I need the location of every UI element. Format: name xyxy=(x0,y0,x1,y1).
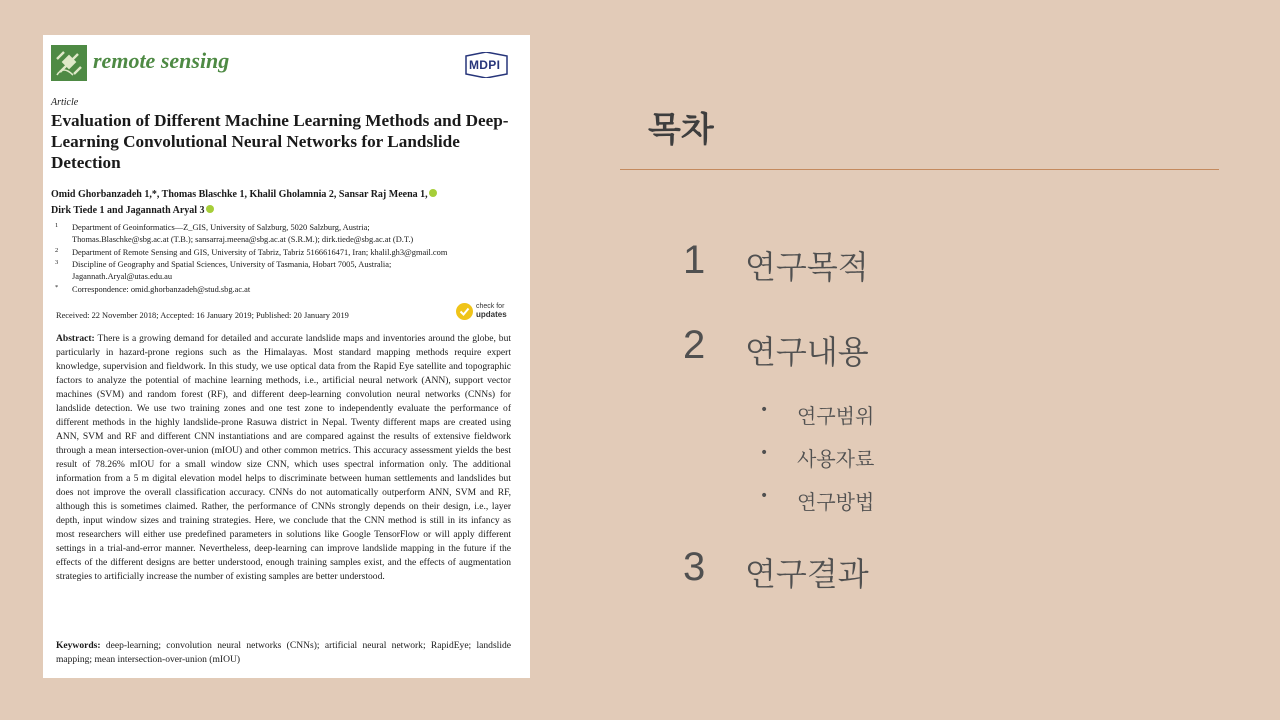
toc-item-number: 3 xyxy=(683,545,706,589)
check-updates-line-1: check for xyxy=(476,303,505,310)
bullet-icon: • xyxy=(760,402,769,418)
toc-subitem-label: 연구범위 xyxy=(797,404,875,428)
check-updates-text xyxy=(476,303,507,320)
check-for-updates-badge[interactable] xyxy=(456,303,516,321)
journal-logo-icon xyxy=(51,45,87,81)
abstract-text: There is a growing demand for detailed and accurate landslide maps and inventories around the globe, but particularly in hazard-prone regions such as the Himalayas. Most standard mapping methods require expert knowledge, supervision and fieldwork. In this study, we use optical data from the Rapid Eye satellite and topographic factors to analyze the potential of machine learning methods, i.e., artificial neural network (ANN), support vector machines (SVM) and random forest (RF), and different deep-learning convolution neural networks (CNNs) for landslide detection. We use two training zones and one test zone to independently evaluate the performance of different methods in the highly landslide-prone Rasuwa district in Nepal. Twenty different maps are created using ANN, SVM and RF and different CNN instantiations and are compared against the results of extensive fieldwork through a mean intersection-over-union (mIOU) and other common metrics. This accuracy assessment yields the best result of 78.26% mIOU for a small window size CNN, which uses spectral information only. The additional information from a 5 m digital elevation model helps to discriminate between human settlements and landslides but does not improve the overall classification accuracy. CNNs do not automatically outperform ANN, SVM and RF, although this is sometimes claimed. Rather, the performance of CNNs strongly depends on their design, i.e., layer depth, input window sizes and training strategies. Here, we conclude that the CNN method is still in its infancy as most researchers will either use predefined parameters in solutions like Google TensorFlow or will apply different settings in a trial-and-error manner. Nevertheless, deep-learning can improve landslide mapping in the future if the effects of the different designs are better understood, enough training samples exist, and the effects of augmentation strategies to artificially increase the number of existing samples are better understood. xyxy=(56,333,512,582)
publication-dates: Received: 22 November 2018; Accepted: 16 January 2019; Published: 20 January 2019 xyxy=(56,311,349,320)
bullet-icon: • xyxy=(760,488,769,504)
check-updates-line-2: updates xyxy=(476,310,507,319)
bullet-icon: • xyxy=(760,445,769,461)
toc-subitem-label: 연구방법 xyxy=(797,490,875,514)
toc-item-label: 연구목적 xyxy=(745,248,869,286)
check-updates-icon xyxy=(456,303,473,320)
correspondence-text: Correspondence: omid.ghorbanzadeh@stud.sbg.ac.at xyxy=(72,285,251,294)
orcid-icon xyxy=(429,189,437,197)
keywords xyxy=(56,639,511,667)
toc-item-number: 2 xyxy=(683,323,706,367)
keywords-text: deep-learning; convolution neural networks (CNNs); artificial neural network; RapidEye; landslide mapping; mean intersection-over-union (mIOU) xyxy=(56,640,511,665)
toc-item-number: 1 xyxy=(683,238,706,282)
affiliation-number: * xyxy=(55,284,59,291)
affiliation-number: 3 xyxy=(55,259,59,266)
article-type: Article xyxy=(51,97,79,108)
affiliation-text: Discipline of Geography and Spatial Sciences, University of Tasmania, Hobart 7005, Australia; xyxy=(72,260,392,269)
orcid-icon xyxy=(206,205,214,213)
journal-name: remote sensing xyxy=(93,48,230,73)
toc-item-label: 연구내용 xyxy=(745,333,869,371)
authors-text-1: Omid Ghorbanzadeh 1,*, Thomas Blaschke 1, Khalil Gholamnia 2, Sansar Raj Meena 1, xyxy=(51,189,428,200)
toc-heading: 목차 xyxy=(648,110,714,150)
affiliation-number: 2 xyxy=(55,247,59,254)
toc-divider xyxy=(620,169,1219,170)
abstract-label: Abstract: xyxy=(56,333,95,344)
paper-title: Evaluation of Different Machine Learning Methods and Deep-Learning Convolutional Neural Networks for Landslide Detection xyxy=(51,111,509,172)
affiliation-number: 1 xyxy=(55,222,59,229)
authors-line-1 xyxy=(51,187,521,203)
publisher-name: MDPI xyxy=(469,58,501,72)
affiliation-text: Department of Remote Sensing and GIS, University of Tabriz, Tabriz 5166616471, Iran; khalil.gh3@gmail.com xyxy=(72,248,448,257)
abstract xyxy=(56,332,511,584)
authors-line-2 xyxy=(51,203,521,219)
affiliation-text: Jagannath.Aryal@utas.edu.au xyxy=(72,272,173,281)
affiliation-text: Thomas.Blaschke@sbg.ac.at (T.B.); sansarraj.meena@sbg.ac.at (S.R.M.); dirk.tiede@sbg.ac.at (D.T.) xyxy=(72,235,414,244)
keywords-label: Keywords: xyxy=(56,640,101,651)
paper-first-page xyxy=(43,35,530,678)
authors-text-2: Dirk Tiede 1 and Jagannath Aryal 3 xyxy=(51,205,205,216)
toc-subitem-label: 사용자료 xyxy=(797,447,875,471)
affiliation-text: Department of Geoinformatics—Z_GIS, University of Salzburg, 5020 Salzburg, Austria; xyxy=(72,223,370,232)
author-list xyxy=(51,187,521,219)
toc-item-label: 연구결과 xyxy=(745,555,869,593)
publisher-logo xyxy=(464,52,509,78)
